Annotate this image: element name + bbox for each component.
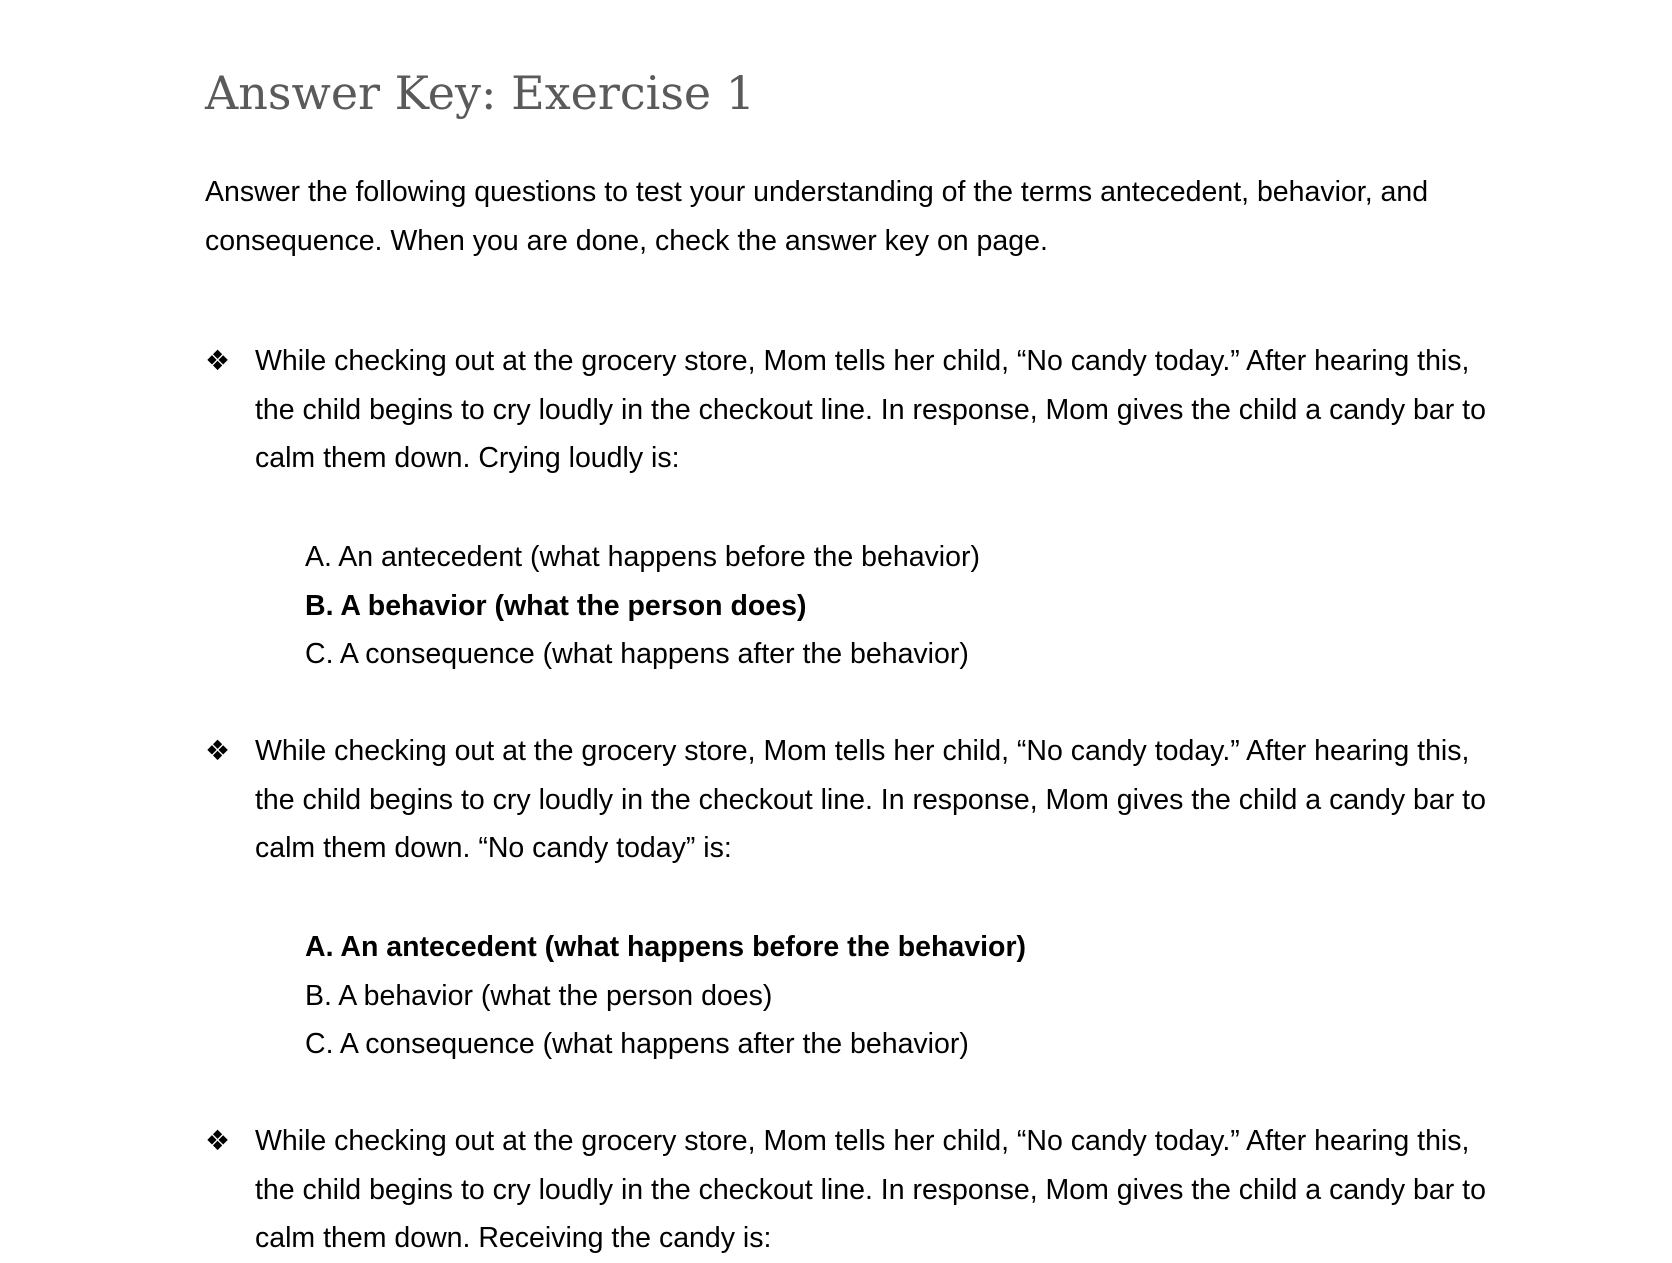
option-b: B. A behavior (what the person does): [305, 979, 773, 1012]
question-text: While checking out at the grocery store, Mom tells her child, “No candy today.” After hearing this, the child begins to cry loudly in the checkout line. In response, Mom gives the child a candy bar to calm them down. “No candy today” is:: [255, 735, 1486, 864]
diamond-bullet-icon: ❖: [205, 1124, 231, 1157]
diamond-bullet-icon: ❖: [205, 734, 231, 767]
question-text: While checking out at the grocery store, Mom tells her child, “No candy today.” After hearing this, the child begins to cry loudly in the checkout line. In response, Mom gives the child a candy bar to calm them down. Crying loudly is:: [255, 345, 1486, 474]
option-c: C. A consequence (what happens after the behavior): [305, 638, 969, 670]
intro-paragraph: Answer the following questions to test your understanding of the terms antecedent, behavior, and consequence. When you are done, check the answer key on page.: [205, 176, 1429, 257]
page-title: Answer Key: Exercise 1: [205, 66, 756, 120]
answer-options: [305, 923, 1026, 1069]
diamond-bullet-icon: ❖: [205, 344, 231, 377]
option-a-correct: A. An antecedent (what happens before the behavior): [305, 931, 1027, 963]
option-a: A. An antecedent (what happens before the behavior): [305, 541, 980, 573]
option-c: C. A consequence (what happens after the behavior): [305, 1028, 969, 1060]
answer-options: [305, 533, 980, 679]
option-b-correct: B. A behavior (what the person does): [305, 589, 807, 622]
question-text: While checking out at the grocery store, Mom tells her child, “No candy today.” After hearing this, the child begins to cry loudly in the checkout line. In response, Mom gives the child a candy bar to calm them down. Receiving the candy is:: [255, 1125, 1486, 1254]
